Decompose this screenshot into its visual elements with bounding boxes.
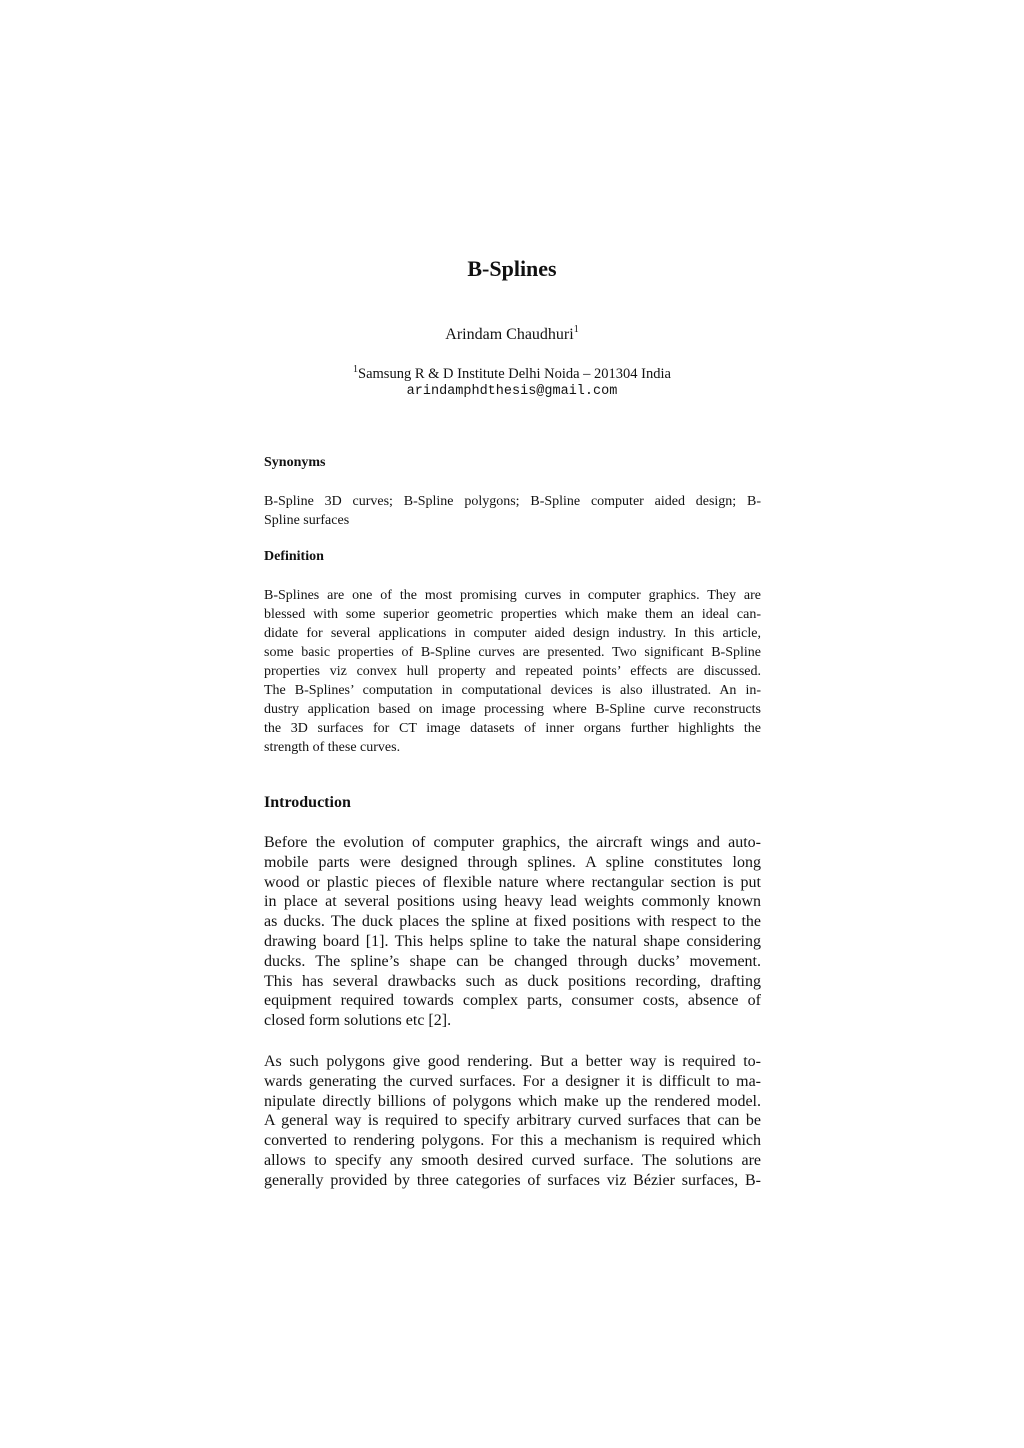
intro-line: As such polygons give good rendering. But a better way is required to- [264,1053,761,1070]
definition-line: The B-Splines’ computation in computational devices is also illustrated. An in- [264,683,761,698]
affiliation-line [0,366,1024,383]
intro-line: wards generating the curved surfaces. For a designer it is difficult to ma- [264,1072,761,1090]
intro-line: mobile parts were designed through splines. A spline constitutes long [264,853,761,871]
intro-line: converted to rendering polygons. For this a mechanism is required which [264,1132,761,1150]
introduction-paragraph-2 [264,1052,761,1191]
synonyms-heading: Synonyms [264,455,326,470]
intro-line: nipulate directly billions of polygons which make up the rendered model. [264,1092,761,1110]
definition-line: blessed with some superior geometric properties which make them an ideal can- [264,607,761,622]
intro-line: closed form solutions etc [2]. [264,1012,452,1030]
definition-line: properties viz convex hull property and repeated points’ effects are discussed. [264,664,761,679]
intro-line: as ducks. The duck places the spline at fixed positions with respect to the [264,913,761,931]
introduction-heading: Introduction [264,794,351,811]
definition-heading: Definition [264,549,324,564]
intro-line: This has several drawbacks such as duck positions recording, drafting [264,972,761,990]
synonyms-line: Spline surfaces [264,513,350,528]
intro-line: wood or plastic pieces of flexible nature where rectangular section is put [264,873,761,891]
affiliation-superscript: 1 [353,364,359,375]
definition-line: dustry application based on image processing where B-Spline curve reconstructs [264,702,761,717]
author-email[interactable]: arindamphdthesis@gmail.com [406,384,618,399]
author-name: Arindam Chaudhuri [445,326,574,343]
intro-line: allows to specify any smooth desired curved surface. The solutions are [264,1151,761,1169]
intro-line: in place at several positions using heavy lead weights commonly known [264,893,761,911]
synonyms-line: B-Spline 3D curves; B-Spline polygons; B-Spline computer aided design; B- [264,494,761,509]
definition-line: didate for several applications in computer aided design industry. In this article, [264,626,761,641]
definition-body [264,586,761,757]
definition-line: some basic properties of B-Spline curves are presented. Two significant B-Spline [264,645,761,660]
affiliation-text: Samsung R & D Institute Delhi Noida – 201304 India [358,366,671,382]
intro-line: equipment required towards complex parts, consumer costs, absence of [264,992,761,1010]
synonyms-section [264,455,761,471]
intro-line: ducks. The spline’s shape can be changed through ducks’ movement. [264,952,761,970]
intro-line: Before the evolution of computer graphics, the aircraft wings and auto- [264,834,761,851]
definition-line: strength of these curves. [264,740,401,755]
definition-line: the 3D surfaces for CT image datasets of inner organs further highlights the [264,721,761,736]
intro-line: generally provided by three categories of surfaces viz Bézier surfaces, B- [264,1171,761,1189]
paper-title: B-Splines [467,256,557,281]
intro-line: A general way is required to specify arbitrary curved surfaces that can be [264,1112,761,1130]
definition-line: B-Splines are one of the most promising curves in computer graphics. They are [264,588,761,603]
author-line [0,326,1024,344]
author-superscript: 1 [573,324,579,335]
definition-section [264,549,761,565]
introduction-section [264,794,761,812]
synonyms-body [264,492,761,530]
intro-line: drawing board [1]. This helps spline to take the natural shape considering [264,932,761,950]
introduction-paragraph-1 [264,833,761,1031]
